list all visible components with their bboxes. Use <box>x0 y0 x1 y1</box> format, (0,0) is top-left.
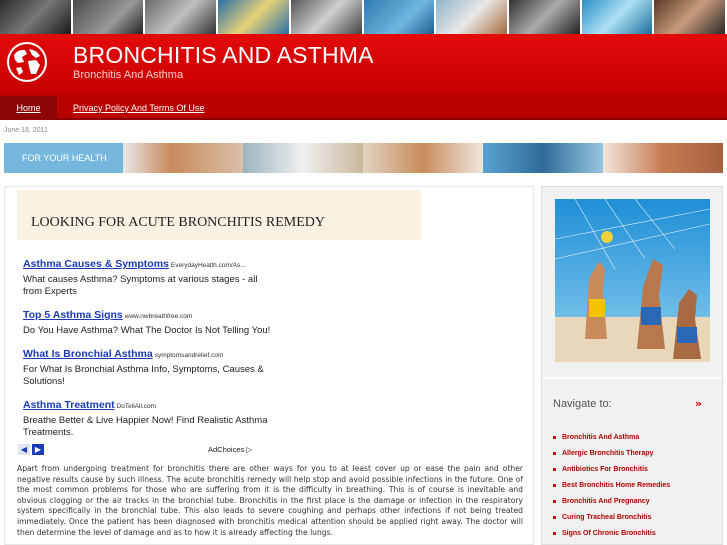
sidebar-link[interactable] <box>553 478 723 494</box>
site-title[interactable]: BRONCHITIS AND ASTHMA <box>73 42 374 68</box>
photo-tile <box>654 0 727 34</box>
photo-tile <box>0 0 73 34</box>
sidebar-link-label: Best Bronchitis Home Remedies <box>562 482 671 489</box>
ad-item <box>23 396 273 439</box>
banner-photo <box>123 143 243 173</box>
ad-url[interactable]: www.nwbreathfree.com <box>124 313 193 320</box>
sidebar-link[interactable] <box>553 446 723 462</box>
site-header <box>0 34 727 94</box>
banner-photo <box>363 143 483 173</box>
triangle-right-icon[interactable]: ▶ <box>32 444 44 455</box>
banner-photo <box>603 143 723 173</box>
photo-tile <box>218 0 291 34</box>
sidebar-link[interactable] <box>553 494 723 510</box>
post-date: June 18, 2011 <box>4 127 48 134</box>
adchoices-icon: ▷ <box>246 445 253 454</box>
banner-photo <box>243 143 363 173</box>
main-nav <box>0 94 727 120</box>
ad-description: Breathe Better & Live Happier Now! Find Realistic Asthma Treatments. <box>23 415 268 438</box>
ad-description: For What Is Bronchial Asthma Info, Symptoms, Causes & Solutions! <box>23 364 264 387</box>
sidebar-link-list <box>553 430 723 542</box>
sidebar <box>541 186 723 545</box>
ad-title-link[interactable]: Top 5 Asthma Signs <box>23 309 123 321</box>
ad-url[interactable]: EverydayHealth.com/As... <box>170 262 246 269</box>
sidebar-volleyball-photo <box>555 199 710 362</box>
sidebar-link-label: Antibiotics For Bronchitis <box>562 466 648 473</box>
bullet-icon <box>553 436 556 439</box>
sidebar-link-label: Allergic Bronchitis Therapy <box>562 450 654 457</box>
bullet-icon <box>553 468 556 471</box>
ad-url[interactable]: DoTellAll.com <box>116 403 156 410</box>
bullet-icon <box>553 516 556 519</box>
double-chevron-right-icon[interactable]: » <box>695 397 703 410</box>
ad-title-link[interactable]: Asthma Treatment <box>23 399 115 411</box>
sidebar-link-label: Signs Of Chronic Bronchitis <box>562 530 656 537</box>
sidebar-link[interactable] <box>553 462 723 478</box>
photo-tile <box>436 0 509 34</box>
page-title-box <box>17 190 421 240</box>
photo-tile <box>364 0 437 34</box>
triangle-left-icon[interactable]: ◀ <box>18 444 30 455</box>
health-banner <box>4 143 723 173</box>
bullet-icon <box>553 500 556 503</box>
ad-item <box>23 306 273 337</box>
photo-tile <box>145 0 218 34</box>
bullet-icon <box>553 484 556 487</box>
banner-photo <box>483 143 603 173</box>
bullet-icon <box>553 452 556 455</box>
ad-url[interactable]: symptomsandrelief.com <box>154 352 224 359</box>
photo-tile <box>291 0 364 34</box>
site-subtitle: Bronchitis And Asthma <box>73 69 184 81</box>
sidebar-link-label: Bronchitis And Pregnancy <box>562 498 650 505</box>
header-photo-strip <box>0 0 727 34</box>
page-title: LOOKING FOR ACUTE BRONCHITIS REMEDY <box>31 215 326 230</box>
sidebar-link[interactable] <box>553 526 723 542</box>
photo-tile <box>73 0 146 34</box>
article-text: Apart from undergoing treatment for bronchitis there are other ways for you to at least cover up or ease the pain and other negative results cause by such illness. The acute bronchitis remedy will help stop and avoid possible infections in the future. One of the most common problems for those who are suffering from it is the difficulty in breathing. This is of course is inevitable and obvious clogging or the air tracks in the bronchial tube. Bronchitis in the first place is the damage or infection in the respiratory system specifically in the bronchial tube. This also leads to severe coughing and perhaps other infections if not being treated immediately. Once the patient has been diagnosed with bronchitis medical attention should be applied right away. The doctor will then determine the level of damage and as to how it is already affecting the lungs. <box>17 464 523 537</box>
sidebar-divider <box>542 377 723 379</box>
nav-home-link[interactable]: Home <box>0 96 57 120</box>
ad-item <box>23 255 273 298</box>
ad-item <box>23 345 273 388</box>
photo-tile <box>582 0 655 34</box>
ad-title-link[interactable]: Asthma Causes & Symptoms <box>23 258 169 270</box>
ad-block <box>23 255 273 447</box>
main-content <box>4 186 534 545</box>
ad-description: Do You Have Asthma? What The Doctor Is Not Telling You! <box>23 325 271 336</box>
navigate-heading: Navigate to: <box>553 398 612 410</box>
ad-title-link[interactable]: What Is Bronchial Asthma <box>23 348 153 360</box>
adchoices-link[interactable] <box>208 445 252 454</box>
photo-tile <box>509 0 582 34</box>
sidebar-link-label: Bronchitis And Asthma <box>562 434 640 441</box>
adchoices-label: AdChoices <box>208 445 245 454</box>
sidebar-link[interactable] <box>553 430 723 446</box>
bullet-icon <box>553 532 556 535</box>
nav-privacy-link[interactable]: Privacy Policy And Terms Of Use <box>73 103 205 113</box>
ad-description: What causes Asthma? Symptoms at various stages - all from Experts <box>23 274 258 297</box>
ad-pager <box>18 444 44 455</box>
sidebar-link-label: Curing Tracheal Bronchitis <box>562 514 652 521</box>
banner-label: FOR YOUR HEALTH <box>4 143 123 173</box>
sidebar-link[interactable] <box>553 510 723 526</box>
globe-icon[interactable] <box>6 41 48 83</box>
